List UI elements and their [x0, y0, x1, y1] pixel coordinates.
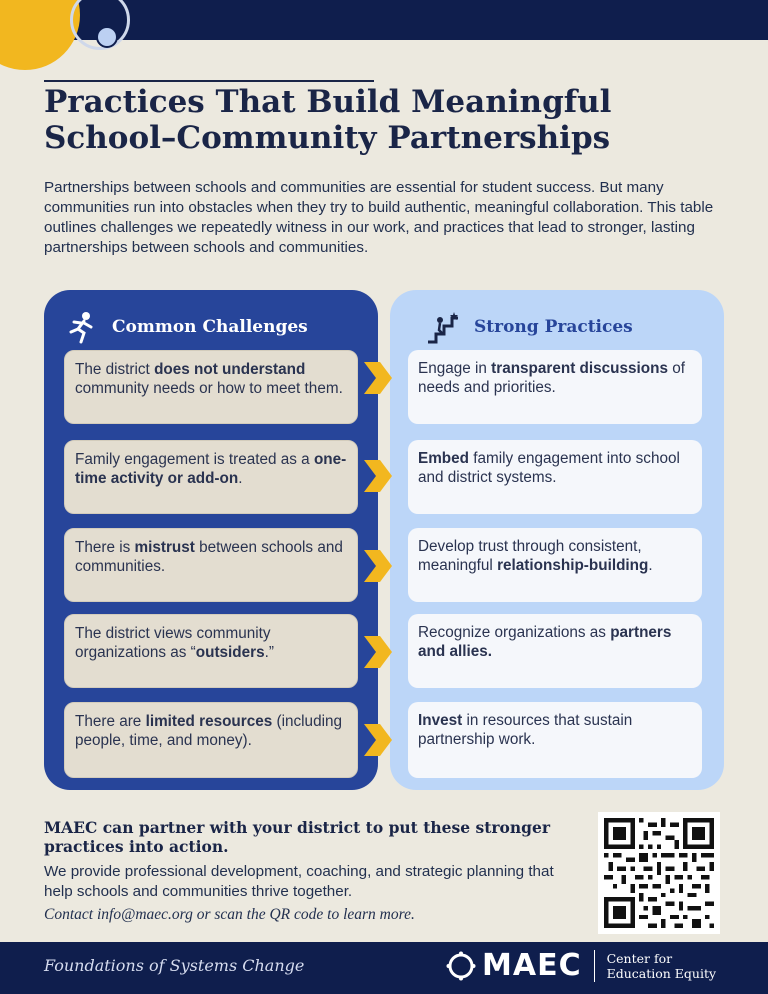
cta-title: MAEC can partner with your district to put these stronger practices into action. [44, 818, 551, 856]
challenge-card: The district views community organizations as “outsiders.” [64, 614, 358, 688]
logo-divider [594, 950, 595, 982]
challenge-card: There is mistrust between schools and communities. [64, 528, 358, 602]
footer-tagline: Foundations of Systems Change [44, 956, 305, 975]
arrow-right-icon [362, 722, 394, 758]
qr-code-icon[interactable] [598, 812, 720, 934]
arrow-right-icon [362, 458, 394, 494]
practice-card: Embed family engagement into school and district systems. [408, 440, 702, 514]
practices-header [426, 310, 633, 344]
challenges-heading: Common Challenges [112, 317, 308, 337]
cta-contact: Contact info@maec.org or scan the QR code to learn more. [44, 906, 415, 923]
logo-subtitle-line-2: Education Equity [606, 965, 717, 981]
arrow-right-icon [362, 634, 394, 670]
challenge-card: Family engagement is treated as a one-time activity or add-on. [64, 440, 358, 514]
logo-subtitle [607, 951, 716, 981]
decorative-yellow-circle [0, 0, 80, 70]
page-title: Practices That Build Meaningful School–Community Partnerships [44, 84, 612, 156]
intro-paragraph: Partnerships between schools and communities are essential for student success. But many communities run into obstacles when they try to build authentic, meaningful collaboration. This table outlines challenges we repeatedly witness in our work, and practices that lead to stronger, lasting partnerships between schools and communities. [44, 179, 714, 256]
practice-card: Develop trust through consistent, meaningful relationship-building. [408, 528, 702, 602]
practice-card: Recognize organizations as partners and allies. [408, 614, 702, 688]
challenges-panel [44, 290, 378, 790]
decorative-dot [96, 26, 118, 48]
title-rule [44, 80, 374, 82]
practice-card: Invest in resources that sustain partnership work. [408, 702, 702, 778]
logo-subtitle-line-1: Center for [606, 950, 673, 966]
maec-logo-icon [446, 951, 476, 981]
challenge-card: There are limited resources (including people, time, and money). [64, 702, 358, 778]
arrow-right-icon [362, 548, 394, 584]
climbing-stairs-icon [426, 310, 460, 344]
cta-body: We provide professional development, coaching, and strategic planning that help schools and communities thrive together. [44, 863, 554, 900]
maec-logo [446, 948, 716, 983]
challenge-card: The district does not understand community needs or how to meet them. [64, 350, 358, 424]
practice-card: Engage in transparent discussions of needs and priorities. [408, 350, 702, 424]
practices-panel [390, 290, 724, 790]
challenges-header [64, 310, 308, 344]
arrow-right-icon [362, 360, 394, 396]
running-person-icon [64, 310, 98, 344]
practices-heading: Strong Practices [474, 317, 633, 337]
logo-wordmark: MAEC [482, 948, 582, 983]
